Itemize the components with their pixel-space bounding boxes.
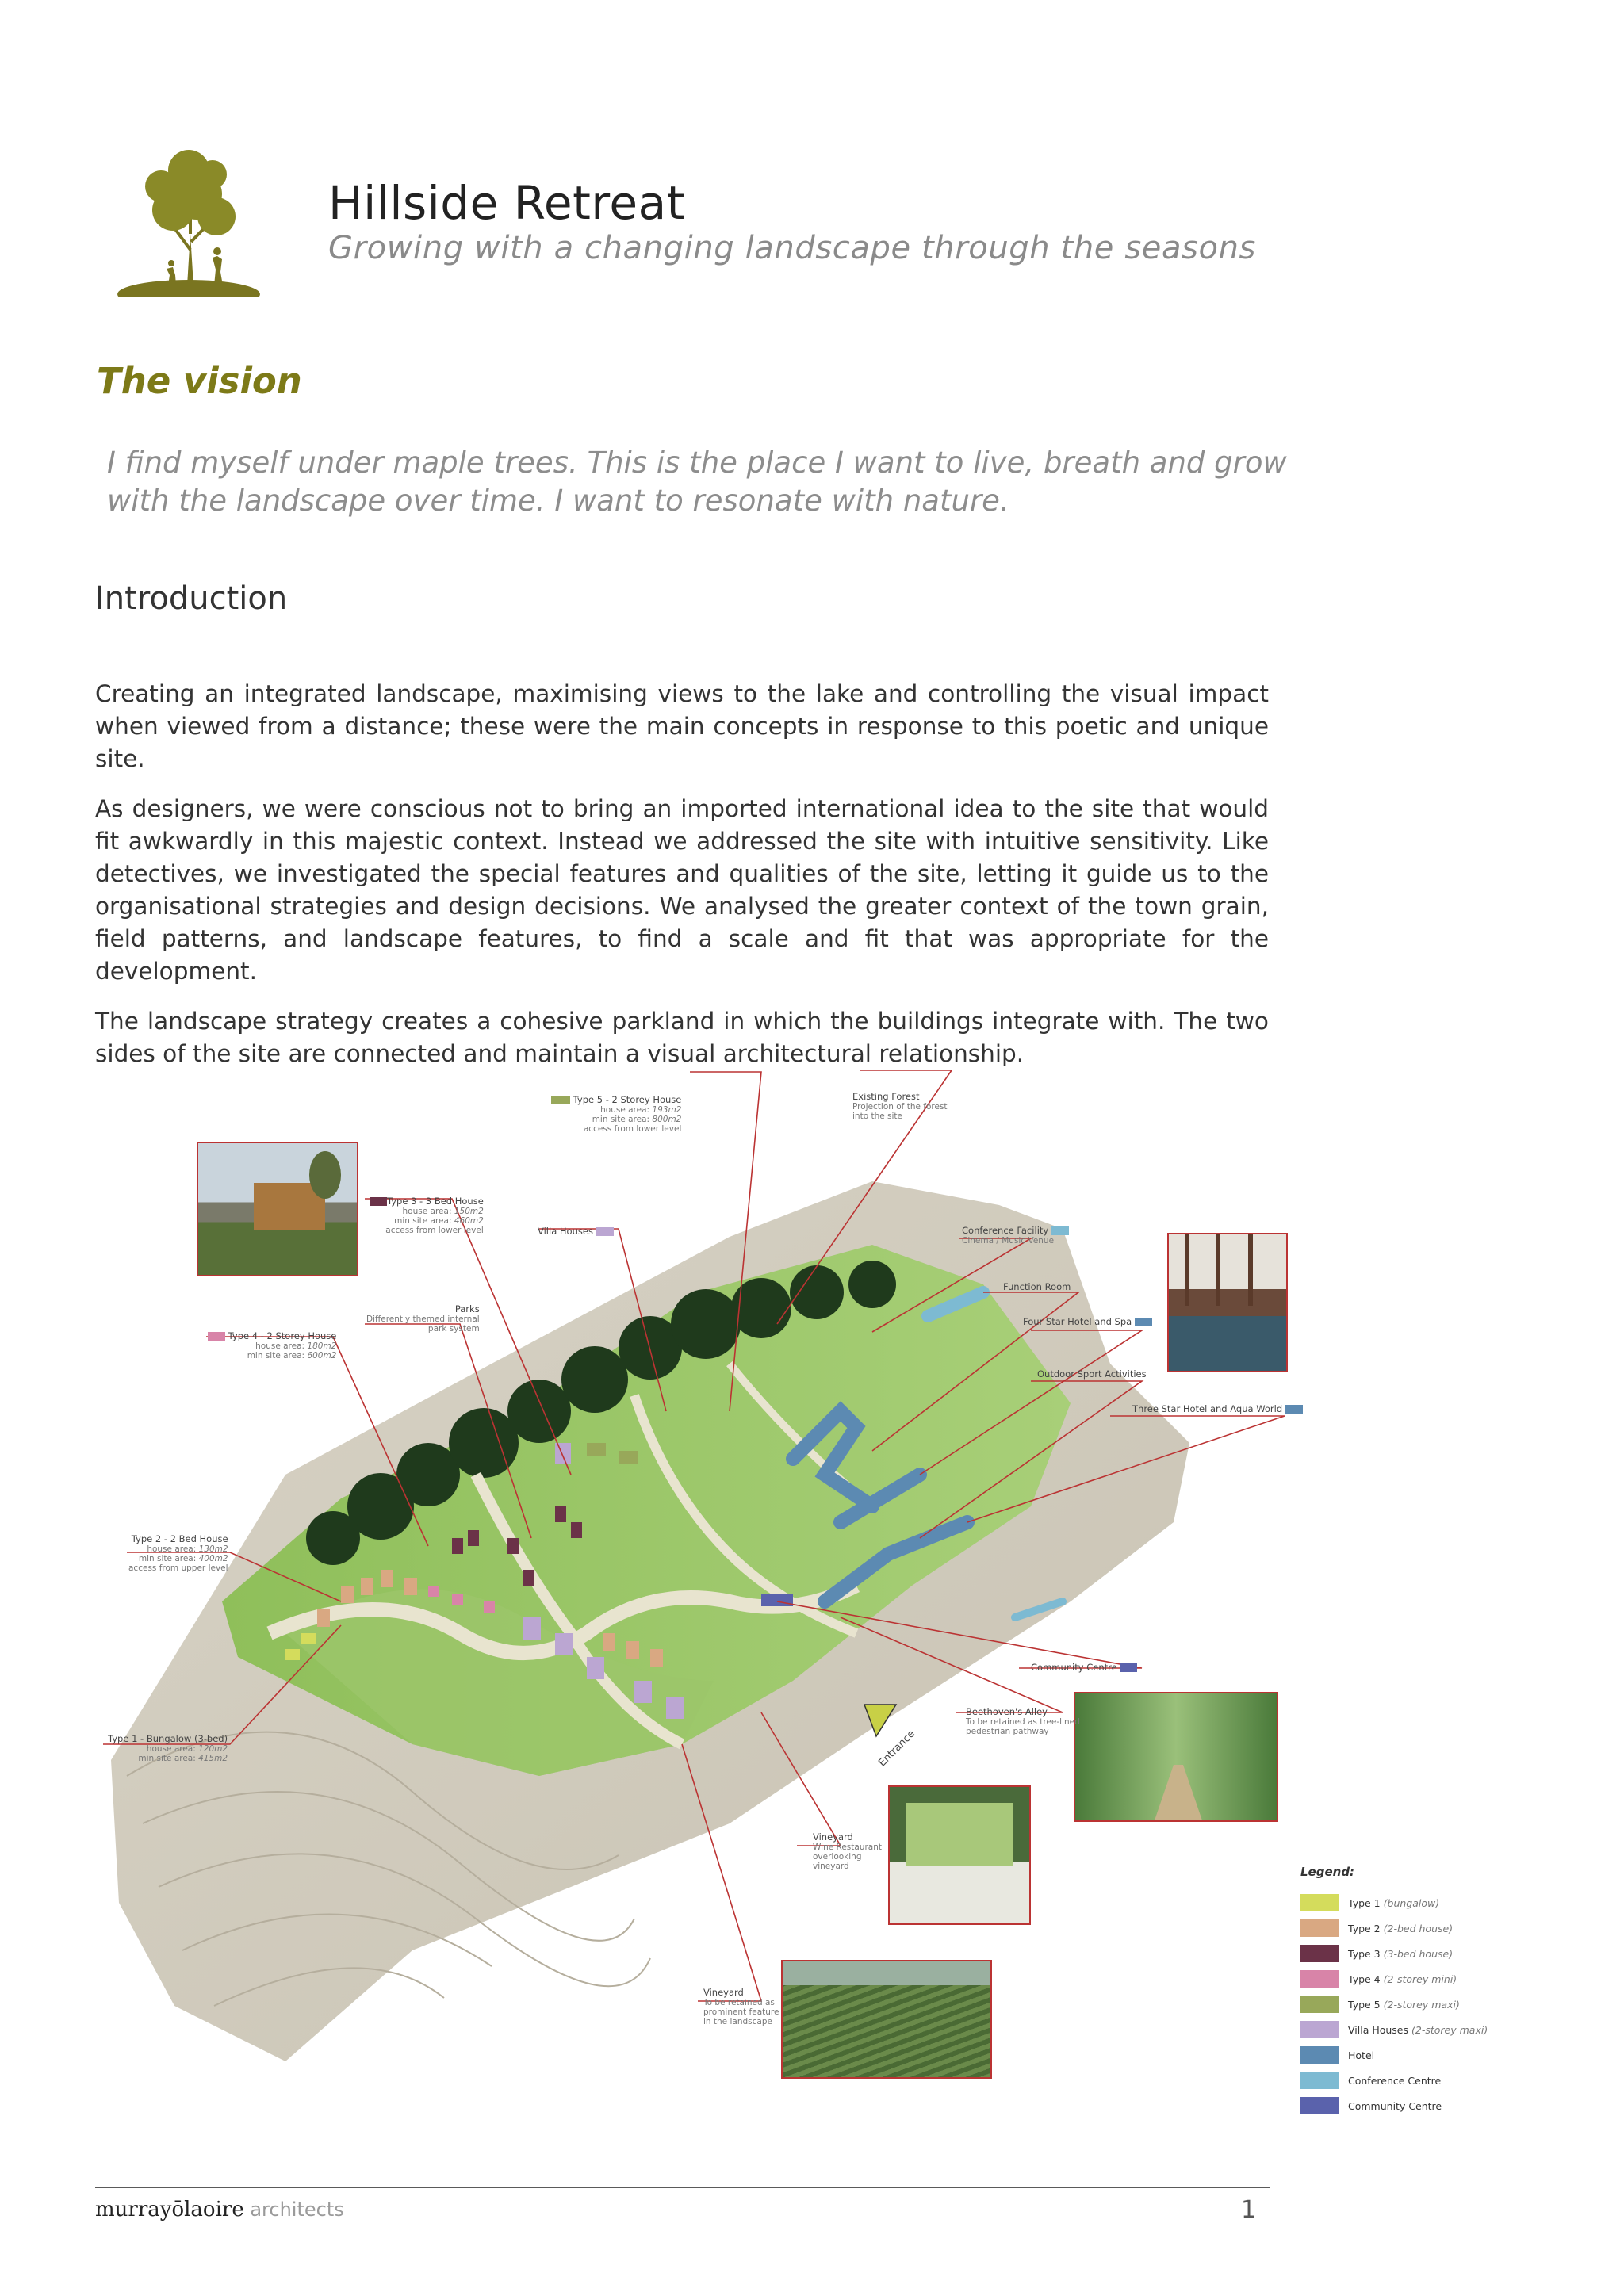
photo-type3-house (197, 1142, 358, 1276)
legend-note: (2-bed house) (1383, 1922, 1454, 1934)
legend-swatch (1300, 2072, 1339, 2089)
legend-label: Type 3 (1348, 1947, 1381, 1960)
introduction-body (95, 678, 1269, 1088)
footer-divider (95, 2187, 1270, 2188)
legend-swatch (1300, 1894, 1339, 1911)
label-type1-bungalow: Type 1 - Bungalow (3-bed) house area: 120m2 min site area: 415m2 (108, 1733, 228, 1763)
villa-swatch (596, 1227, 614, 1236)
legend-label: Villa Houses (1348, 2023, 1409, 2036)
legend-label: Community Centre (1348, 2099, 1442, 2112)
label-type3-house: Type 3 - 3 Bed House house area: 150m2 min site area: 460m2 access from lower level (370, 1196, 484, 1235)
hotel-swatch (1135, 1318, 1152, 1326)
conference-swatch (1051, 1226, 1069, 1235)
legend-note: (3-bed house) (1383, 1947, 1454, 1960)
type4-swatch (208, 1332, 225, 1341)
label-function-room: Function Room (1003, 1281, 1071, 1292)
legend (1300, 1865, 1507, 2118)
legend-item (1300, 2068, 1507, 2093)
legend-item (1300, 2017, 1507, 2042)
label-beethovens-alley: Beethoven's Alley To be retained as tree-lined pedestrian pathway (966, 1706, 1080, 1736)
legend-title: Legend: (1300, 1865, 1355, 1879)
legend-note: (2-storey maxi) (1411, 2023, 1488, 2036)
page-subtitle: Growing with a changing landscape through the seasons (328, 230, 1256, 266)
photo-vineyard (781, 1960, 992, 2079)
intro-paragraph: The landscape strategy creates a cohesive parkland in which the buildings integrate with. The two sides of the site are connected and maintain a visual architectural relationship. (95, 1008, 1269, 1067)
label-four-star-hotel: Four Star Hotel and Spa (1023, 1316, 1152, 1327)
tree-on-hill-icon (117, 139, 260, 297)
legend-label: Type 5 (1348, 1998, 1381, 2011)
legend-item (1300, 2042, 1507, 2068)
label-community-centre: Community Centre (1031, 1662, 1137, 1673)
legend-swatch (1300, 2046, 1339, 2064)
legend-label: Type 2 (1348, 1922, 1381, 1934)
label-three-star-hotel: Three Star Hotel and Aqua World (1132, 1403, 1303, 1414)
page-number: 1 (1241, 2196, 1257, 2224)
legend-swatch (1300, 2021, 1339, 2038)
legend-item (1300, 1992, 1507, 2017)
legend-item (1300, 1941, 1507, 1966)
legend-note: (bungalow) (1383, 1896, 1440, 1909)
legend-swatch (1300, 1919, 1339, 1937)
legend-swatch (1300, 1996, 1339, 2013)
community-swatch (1120, 1663, 1137, 1672)
label-type5-house: Type 5 - 2 Storey House house area: 193m2 min site area: 800m2 access from lower level (551, 1094, 681, 1134)
legend-swatch (1300, 1970, 1339, 1988)
photo-beethovens-alley (1074, 1692, 1278, 1822)
legend-item (1300, 1890, 1507, 1915)
legend-label: Type 1 (1348, 1896, 1381, 1909)
legend-list (1300, 1890, 1507, 2118)
label-outdoor-sport: Outdoor Sport Activities (1037, 1368, 1147, 1380)
legend-swatch (1300, 2097, 1339, 2114)
legend-swatch (1300, 1945, 1339, 1962)
legend-item (1300, 2093, 1507, 2118)
label-vineyard-restaurant: Vineyard Wine Restaurant overlooking vineyard (813, 1831, 883, 1871)
photo-spa-pool (1167, 1233, 1288, 1372)
label-existing-forest: Existing Forest Projection of the forest into the site (852, 1091, 948, 1121)
legend-note: (2-storey maxi) (1383, 1998, 1460, 2011)
legend-item (1300, 1966, 1507, 1992)
label-villa-houses: Villa Houses (538, 1226, 614, 1237)
label-parks: Parks Differently themed internal park system (366, 1303, 480, 1334)
legend-label: Type 4 (1348, 1973, 1381, 1985)
label-vineyard-landscape: Vineyard To be retained as prominent feature in the landscape (703, 1987, 779, 2026)
intro-paragraph: Creating an integrated landscape, maximising views to the lake and controlling the visual impact when viewed from a distance; these were the main concepts in response to this poetic and unique site. (95, 680, 1269, 772)
intro-paragraph: As designers, we were conscious not to bring an imported international idea to the site that would fit awkwardly in this majestic context. Instead we addressed the site with intuitive sensitivity. Like detectives, we investigated the special features and qualities of the site, letting it guide us to the organisational strategies and design decisions. We analysed the greater context of the town grain, field patterns, and landscape features, to find a scale and fit that was appropriate for the development. (95, 795, 1269, 985)
legend-note: (2-storey mini) (1383, 1973, 1457, 1985)
legend-label: Hotel (1348, 2049, 1375, 2061)
label-type4-house: Type 4 - 2 Storey House house area: 180m2 min site area: 600m2 (208, 1330, 336, 1360)
vision-heading: The vision (97, 360, 302, 402)
type5-swatch (551, 1096, 570, 1104)
type3-swatch (370, 1197, 387, 1206)
page-title: Hillside Retreat (328, 176, 685, 230)
vision-quote: I find myself under maple trees. This is the place I want to live, breath and grow with the landscape over time. I want to resonate with nature. (107, 446, 1287, 518)
photo-wine-restaurant (888, 1785, 1031, 1925)
label-conference-facility: Conference Facility Cinema / Music Venue (962, 1225, 1069, 1246)
legend-label: Conference Centre (1348, 2074, 1442, 2087)
label-type2-house: Type 2 - 2 Bed House house area: 130m2 min site area: 400m2 access from upper level (128, 1533, 228, 1573)
hotel-swatch (1285, 1405, 1303, 1414)
legend-item (1300, 1915, 1507, 1941)
introduction-heading: Introduction (95, 580, 288, 617)
label-entrance: Entrance (876, 1728, 918, 1770)
company-logo: murrayōlaoire architects (95, 2198, 344, 2221)
